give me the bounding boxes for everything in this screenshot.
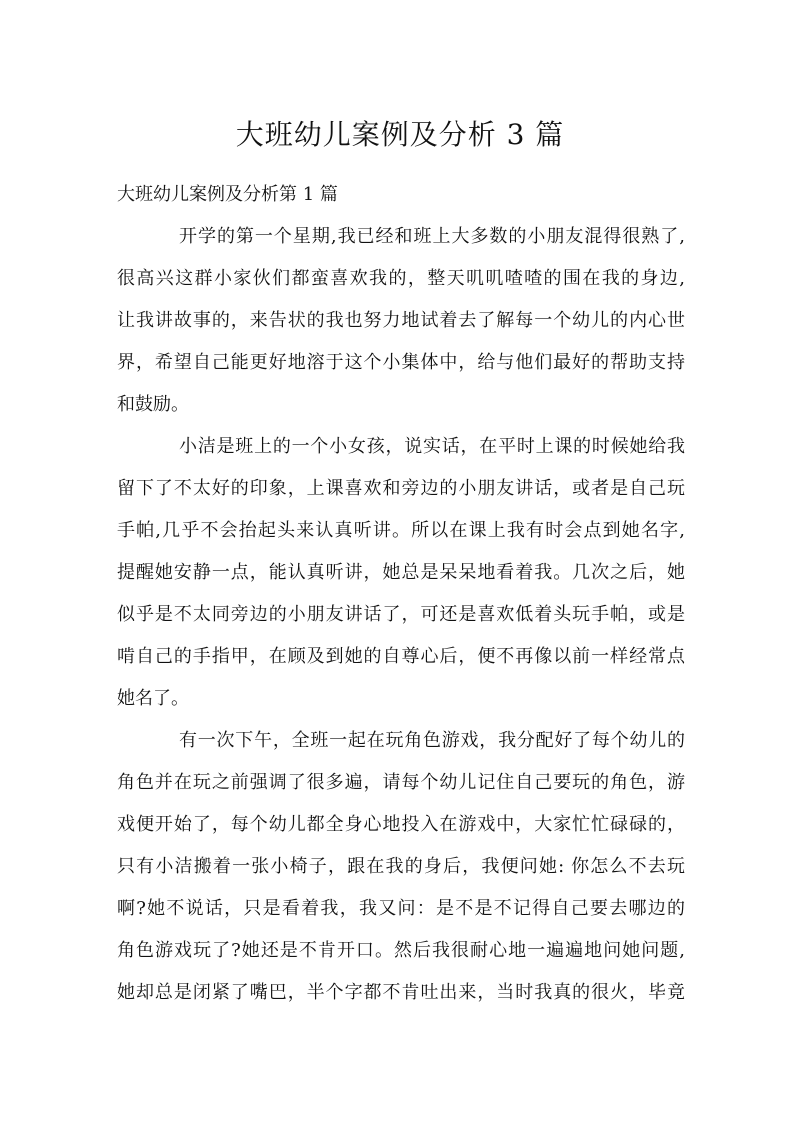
- paragraph-line: 界，希望自己能更好地溶于这个小集体中，给与他们最好的帮助支持: [117, 352, 685, 373]
- paragraph-2: [117, 426, 685, 720]
- paragraph-1: [117, 216, 685, 426]
- paragraph-line: 戏便开始了，每个幼儿都全身心地投入在游戏中，大家忙忙碌碌的，: [117, 814, 685, 835]
- paragraph-3: [117, 720, 685, 1014]
- section-heading: 大班幼儿案例及分析第 1 篇: [117, 184, 338, 205]
- paragraph-line: 只有小洁搬着一张小椅子，跟在我的身后，我便问她: 你怎么不去玩: [117, 856, 685, 877]
- paragraph-line: 角色游戏玩了?她还是不肯开口。然后我很耐心地一遍遍地问她问题,: [117, 940, 685, 961]
- document-body: [117, 174, 685, 1014]
- paragraph-line: 提醒她安静一点，能认真听讲，她总是呆呆地看着我。几次之后，她: [117, 562, 685, 583]
- paragraph-line: 和鼓励。: [117, 394, 189, 415]
- paragraph-line: 手帕,几乎不会抬起头来认真听讲。所以在课上我有时会点到她名字,: [117, 520, 685, 541]
- paragraph-line: 啃自己的手指甲，在顾及到她的自尊心后，便不再像以前一样经常点: [117, 646, 685, 667]
- paragraph-line: 角色并在玩之前强调了很多遍，请每个幼儿记住自己要玩的角色，游: [117, 772, 685, 793]
- paragraph-line: 她却总是闭紧了嘴巴，半个字都不肯吐出来，当时我真的很火，毕竟: [117, 982, 685, 1003]
- paragraph-line: 她名了。: [117, 688, 189, 709]
- paragraph-line: 开学的第一个星期,我已经和班上大多数的小朋友混得很熟了,: [179, 226, 685, 247]
- paragraph-line: 很高兴这群小家伙们都蛮喜欢我的，整天叽叽喳喳的围在我的身边,: [117, 268, 685, 289]
- paragraph-line: 让我讲故事的，来告状的我也努力地试着去了解每一个幼儿的内心世: [117, 310, 685, 331]
- document-title: 大班幼儿案例及分析 3 篇: [235, 118, 565, 151]
- paragraph-line: 有一次下午，全班一起在玩角色游戏，我分配好了每个幼儿的: [179, 730, 685, 751]
- paragraph-line: 啊?她不说话，只是看着我，我又问：是不是不记得自己要去哪边的: [117, 898, 685, 919]
- paragraph-line: 小洁是班上的一个小女孩，说实话，在平时上课的时候她给我: [179, 436, 685, 457]
- paragraph-line: 留下了不太好的印象，上课喜欢和旁边的小朋友讲话，或者是自己玩: [117, 478, 685, 499]
- paragraph-line: 似乎是不太同旁边的小朋友讲话了，可还是喜欢低着头玩手帕，或是: [117, 604, 685, 625]
